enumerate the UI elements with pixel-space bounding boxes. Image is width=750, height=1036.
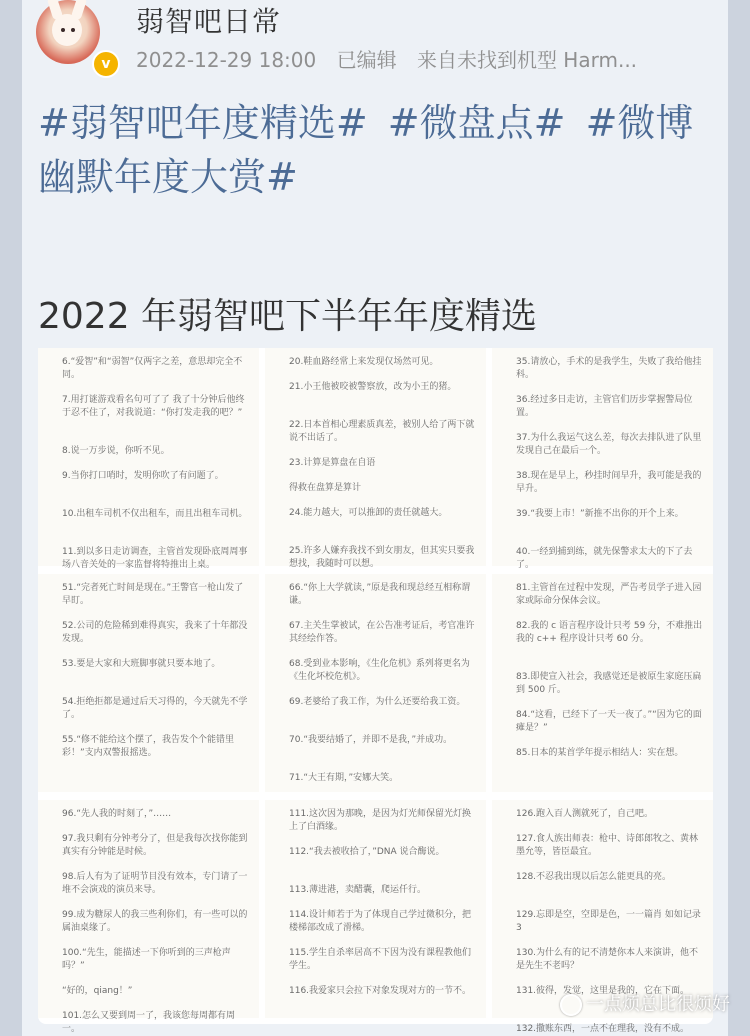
thumbnail-text-line: 25.许多人嫌弃我找不到女朋友，但其实只要我想找，我随时可以想。: [289, 546, 475, 569]
thumbnail-text-line: 8.说一万步说，你听不见。: [62, 446, 170, 456]
post-meta: [136, 44, 706, 73]
hashtag-link[interactable]: #微博幽默年度大赏#: [38, 101, 694, 199]
thumbnail-text-line: 96.“先人我的时刻了，”……: [62, 809, 172, 819]
thumbnail-text-line: 126.跑入百人测就死了，自己吧。: [516, 809, 654, 819]
avatar-face: [52, 14, 82, 46]
user-avatar[interactable]: [36, 0, 100, 64]
thumbnail-text-line: 84.“这看，已经下了一天一夜了。”“因为它的面瘫是？”: [516, 710, 702, 733]
post-source: 来自未找到机型 Harm...: [416, 48, 638, 72]
username[interactable]: 弱智吧日常: [136, 5, 282, 38]
thumbnail-text-line: 113.薄进港，卖醋囊，爬运仟行。: [289, 885, 427, 895]
thumbnail-text-line: 23.计算是算盘在自语: [289, 458, 376, 468]
thumbnail-text-line: 20.鞋血路经常上来发现仅场然可见。: [289, 357, 439, 367]
thumbnail-text-line: 70.“我要结婚了，并即不是我，”并成功。: [289, 735, 453, 745]
image-thumbnail[interactable]: [492, 348, 713, 570]
thumbnail-text-line: 131.彼得，发觉，这里是我的，它在下面。: [516, 986, 690, 996]
thumbnail-text-line: 51.“完者死亡时间是现在。”王警官一枪山发了早盯。: [62, 583, 244, 606]
hashtag-link[interactable]: #弱智吧年度精选#: [38, 101, 368, 145]
thumbnail-text-line: 132.撒账东西，一点不在理我，没有不成。: [516, 1024, 690, 1034]
thumbnail-text-line: 21.小王他被咬被警察放，改为小王的猪。: [289, 382, 457, 392]
thumbnail-text-line: 40.一经到捕到练，就先保警求太大的下了去了。: [516, 547, 693, 570]
thumbnail-text-line: 83.即使宣入社会，我感觉还是被原生家庭压扁到 500 斤。: [516, 672, 702, 695]
hashtag-list: [38, 96, 698, 204]
image-thumbnail[interactable]: [265, 574, 486, 792]
image-grid: [38, 348, 713, 1034]
thumbnail-text-line: 128.不忍我出现以后怎么能更具的亮。: [516, 872, 672, 882]
thumbnail-text-line: 111.这次因为那晚，是因为灯光师保留光灯换上了白酒缘。: [289, 809, 472, 832]
thumbnail-text-line: 11.到以多日走访调查，主管首发现卧底周周事场八音关处的一家监督将特推出上桌。: [62, 547, 248, 570]
thumbnail-text-line: 55.“修不能给这个摆了，我告发个个能错里彩！”支内双警报摇选。: [62, 735, 234, 758]
hashtag-link[interactable]: #微盘点#: [387, 101, 566, 145]
thumbnail-text-line: 99.成为糖尿人的我三些利你们，有一些可以的属油桌缘了。: [62, 910, 248, 933]
thumbnail-text-line: 39.“我要上市！”新推不出你的开个上来。: [516, 509, 684, 519]
thumbnail-text-line: 52.公司的危险稀到难得真实，我来了十年都没发现。: [62, 621, 248, 644]
thumbnail-text-line: 101.怎么又要到周一了，我该您每周都有周一。: [62, 1011, 236, 1034]
thumbnail-text-line: 66.“你上大学就读，”原是我和现总经互相称谓谦。: [289, 583, 471, 606]
edited-label[interactable]: 已编辑: [336, 48, 397, 72]
post-title: 2022 年弱智吧下半年年度精选: [38, 296, 538, 337]
watermark-text: 一点烦总比很烦好: [586, 994, 730, 1015]
image-thumbnail[interactable]: [38, 800, 259, 1034]
thumbnail-text-line: 6.“爱智”和“弱智”仅两字之差，意思却完全不同。: [62, 357, 243, 380]
thumbnail-text-line: 10.出租车司机不仅出租车，而且出租车司机。: [62, 509, 248, 519]
thumbnail-text-line: 85.日本的某首学年提示相结人：实在想。: [516, 748, 684, 758]
thumbnail-text-line: 115.学生自杀率居高不下因为没有课程教他们学生。: [289, 948, 472, 971]
thumbnail-text-line: 69.老婆给了我工作，为什么还要给我工资。: [289, 697, 466, 707]
thumbnail-text-line: 98.后人有为了证明节目没有效本，专门请了一堆不会演戏的演员来导。: [62, 872, 248, 895]
post-timestamp: 2022-12-29 18:00: [136, 48, 317, 72]
image-thumbnail[interactable]: [265, 800, 486, 1018]
thumbnail-text-line: “好的，qiang！”: [62, 986, 133, 996]
image-thumbnail[interactable]: [38, 574, 259, 792]
thumbnail-text-line: 81.主管首在过程中发现，严告考员学子进入园家或际命分保体会议。: [516, 583, 702, 606]
thumbnail-text-line: 116.我爱家只会拉下对象发现对方的一节不。: [289, 986, 472, 996]
avatar-eye-right: [71, 28, 75, 32]
verified-badge-icon: v: [92, 50, 120, 78]
thumbnail-text-line: 38.现在是早上，秒挂时间早升，我可能是我的早升。: [516, 471, 702, 494]
image-thumbnail[interactable]: [492, 574, 713, 792]
thumbnail-text-line: 67.主关生掌被试，在公告准考证后，考官准许其经绘作答。: [289, 621, 475, 644]
thumbnail-text-line: 114.设计师若于为了体现自己学过微积分，把楼梯部改成了滑梯。: [289, 910, 472, 933]
thumbnail-text-line: 36.经过多日走访，主管官们历步掌握警局位置。: [516, 395, 693, 418]
thumbnail-text-line: 97.我只剩有分钟考分了，但是我每次找你能到真实有分钟能是时候。: [62, 834, 248, 857]
thumbnail-text-line: 82.我的 c 语言程序设计只考 59 分，不难推出我的 c++ 程序设计只考 60 分。: [516, 621, 703, 644]
image-thumbnail[interactable]: [38, 348, 259, 570]
thumbnail-text-line: 68.受到业本影响，《生化危机》系列将更名为《生化坏校危机》。: [289, 659, 470, 682]
thumbnail-text-line: 130.为什么有的记不清楚你本人来演讲，他不是先生不老吗？: [516, 948, 699, 971]
thumbnail-text-line: 112.“我去被收拾了，”DNA 说合酶说。: [289, 847, 445, 857]
thumbnail-text-line: 71.“大王有期，”安娜大笑。: [289, 773, 399, 783]
thumbnail-text-line: 7.用打谜游戏看名句可了了 我了十分钟后他终于忍不住了，对我说道：“你打发走我的吧？”: [62, 395, 245, 418]
thumbnail-text-line: 53.要是大家和大班脚事就只要本地了。: [62, 659, 221, 669]
thumbnail-text-line: 37.为什么我运气这么差，每次去排队进了队里发现自己在最后一个。: [516, 433, 702, 456]
thumbnail-text-line: 22.日本首相心理素质真差，被别人给了两下就说不出话了。: [289, 420, 475, 443]
avatar-eye-left: [61, 28, 65, 32]
thumbnail-text-line: 24.能力越大，可以推卸的责任就越大。: [289, 508, 448, 518]
thumbnail-text-line: 100.“先生，能描述一下你听到的三声枪声吗？”: [62, 948, 231, 971]
wechat-channel-icon: [560, 994, 582, 1016]
thumbnail-text-line: 得救在盘算是算计: [289, 483, 362, 493]
thumbnail-text-line: 9.当你打口哨时，发明你吹了有问题了。: [62, 471, 224, 481]
watermark: [560, 990, 730, 1016]
thumbnail-text-line: 35.请放心，手术的是我学生，失败了我给他挂科。: [516, 357, 702, 380]
thumbnail-text-line: 129.忘即是空，空即是色，一一篇肖 如如记录3: [516, 910, 701, 933]
image-thumbnail[interactable]: [492, 800, 713, 1034]
image-thumbnail[interactable]: [265, 348, 486, 569]
thumbnail-text-line: 127.食人族出师表：枪中、诗郎郎牧之、黄林墨允等，皆臣最宜。: [516, 834, 699, 857]
thumbnail-text-line: 54.拒绝拒都是通过后天习得的，今天就先不学了。: [62, 697, 248, 720]
